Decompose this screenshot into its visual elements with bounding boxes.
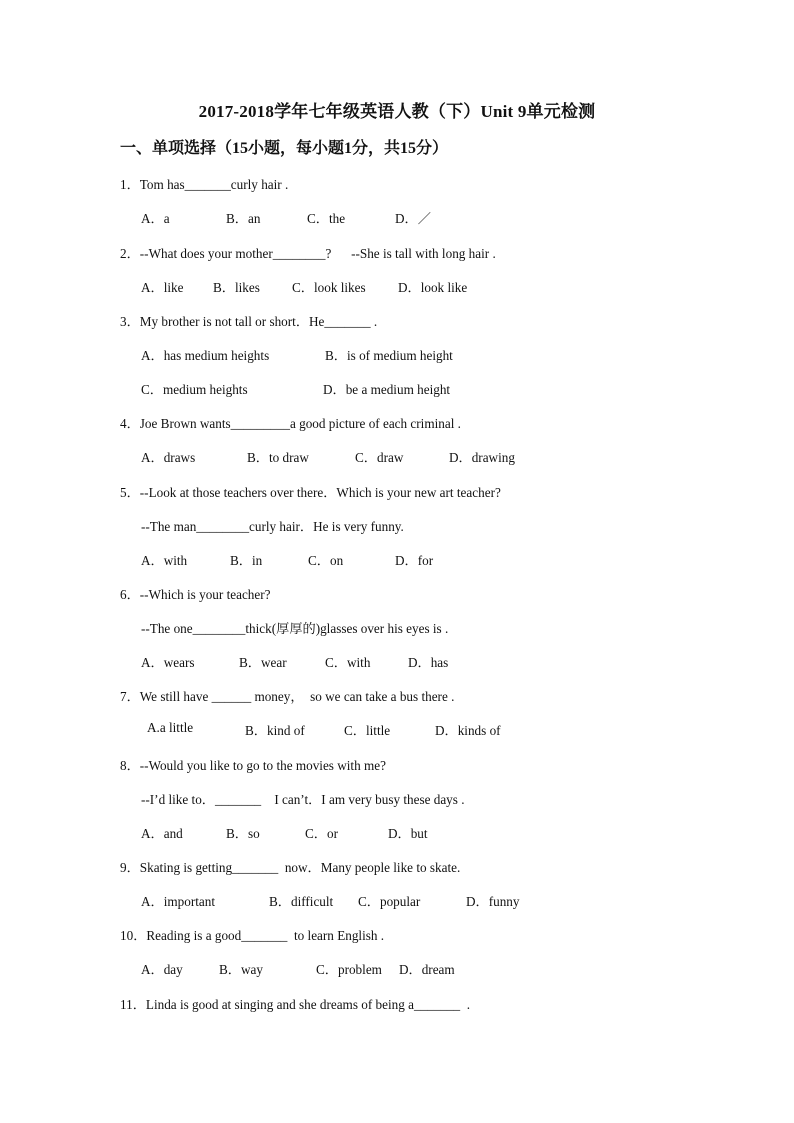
question-7-stem: 7．We still have ______ money， so we can take a bus there . <box>120 689 455 704</box>
question-4-option-d: D．drawing <box>449 450 515 465</box>
question-6-option-a: A．wears <box>141 655 195 670</box>
question-4-option-b: B．to draw <box>247 450 309 465</box>
question-9-option-b: B．difficult <box>269 894 334 909</box>
question-7-option-d: D．kinds of <box>435 723 501 738</box>
question-1-stem: 1．Tom has_______curly hair . <box>120 177 289 192</box>
question-1-option-c: C．the <box>307 211 346 226</box>
question-9-option-d: D．funny <box>466 894 520 909</box>
question-6-stem: 6．--Which is your teacher? <box>120 587 271 602</box>
question-5-dialogue: --The man________curly hair．He is very funny. <box>141 519 404 534</box>
question-8-dialogue: --I’d like to．_______ I can’t．I am very busy these days . <box>141 792 465 807</box>
question-10-option-c: C．problem <box>316 962 382 977</box>
question-7-option-c: C．little <box>344 723 391 738</box>
question-5-option-b: B．in <box>230 553 263 568</box>
question-4-stem: 4．Joe Brown wants_________a good picture of each criminal . <box>120 416 461 431</box>
question-5-stem: 5．--Look at those teachers over there．Which is your new art teacher? <box>120 485 501 500</box>
question-8-option-b: B．so <box>226 826 260 841</box>
question-9-option-a: A．important <box>141 894 215 909</box>
question-1-option-d: D．／ <box>395 211 431 226</box>
question-8-option-d: D．but <box>388 826 428 841</box>
question-10-option-d: D．dream <box>399 962 455 977</box>
question-2-option-c: C．look likes <box>292 280 366 295</box>
question-4-option-c: C．draw <box>355 450 404 465</box>
question-4-option-a: A．draws <box>141 450 196 465</box>
question-9-stem: 9．Skating is getting_______ now．Many people like to skate. <box>120 860 461 875</box>
question-2-stem: 2．--What does your mother________? --She is tall with long hair . <box>120 246 496 261</box>
question-5-option-c: C．on <box>308 553 344 568</box>
question-6-option-d: D．has <box>408 655 449 670</box>
question-8-stem: 8．--Would you like to go to the movies with me? <box>120 758 386 773</box>
question-3-option-d: D．be a medium height <box>323 382 451 397</box>
question-2-option-d: D．look like <box>398 280 468 295</box>
question-6-option-b: B．wear <box>239 655 287 670</box>
question-10-stem: 10．Reading is a good_______ to learn English . <box>120 928 385 943</box>
question-3-option-c: C．medium heights <box>141 382 248 397</box>
question-10-option-b: B．way <box>219 962 263 977</box>
question-5-option-d: D．for <box>395 553 434 568</box>
question-10-option-a: A．day <box>141 962 183 977</box>
question-9-option-c: C．popular <box>358 894 421 909</box>
question-7-option-a: A.a little <box>147 720 194 735</box>
question-2-option-b: B．likes <box>213 280 260 295</box>
question-3-option-b: B．is of medium height <box>325 348 453 363</box>
question-6-dialogue: --The one________thick(厚厚的)glasses over his eyes is . <box>141 621 449 636</box>
question-7-option-b: B．kind of <box>245 723 305 738</box>
question-1-option-b: B．an <box>226 211 261 226</box>
section-heading: 一、单项选择（15小题，每小题1分，共15分） <box>120 140 449 157</box>
question-6-option-c: C．with <box>325 655 371 670</box>
question-3-option-a: A．has medium heights <box>141 348 270 363</box>
question-5-option-a: A．with <box>141 553 188 568</box>
question-8-option-a: A．and <box>141 826 183 841</box>
page-title: 2017-2018学年七年级英语人教（下）Unit 9单元检测 <box>198 102 596 121</box>
question-3-stem: 3．My brother is not tall or short．He_______ . <box>120 314 378 329</box>
question-1-option-a: A．a <box>141 211 170 226</box>
question-11-stem: 11．Linda is good at singing and she dreams of being a_______ . <box>120 997 471 1012</box>
question-2-option-a: A．like <box>141 280 184 295</box>
question-8-option-c: C．or <box>305 826 338 841</box>
